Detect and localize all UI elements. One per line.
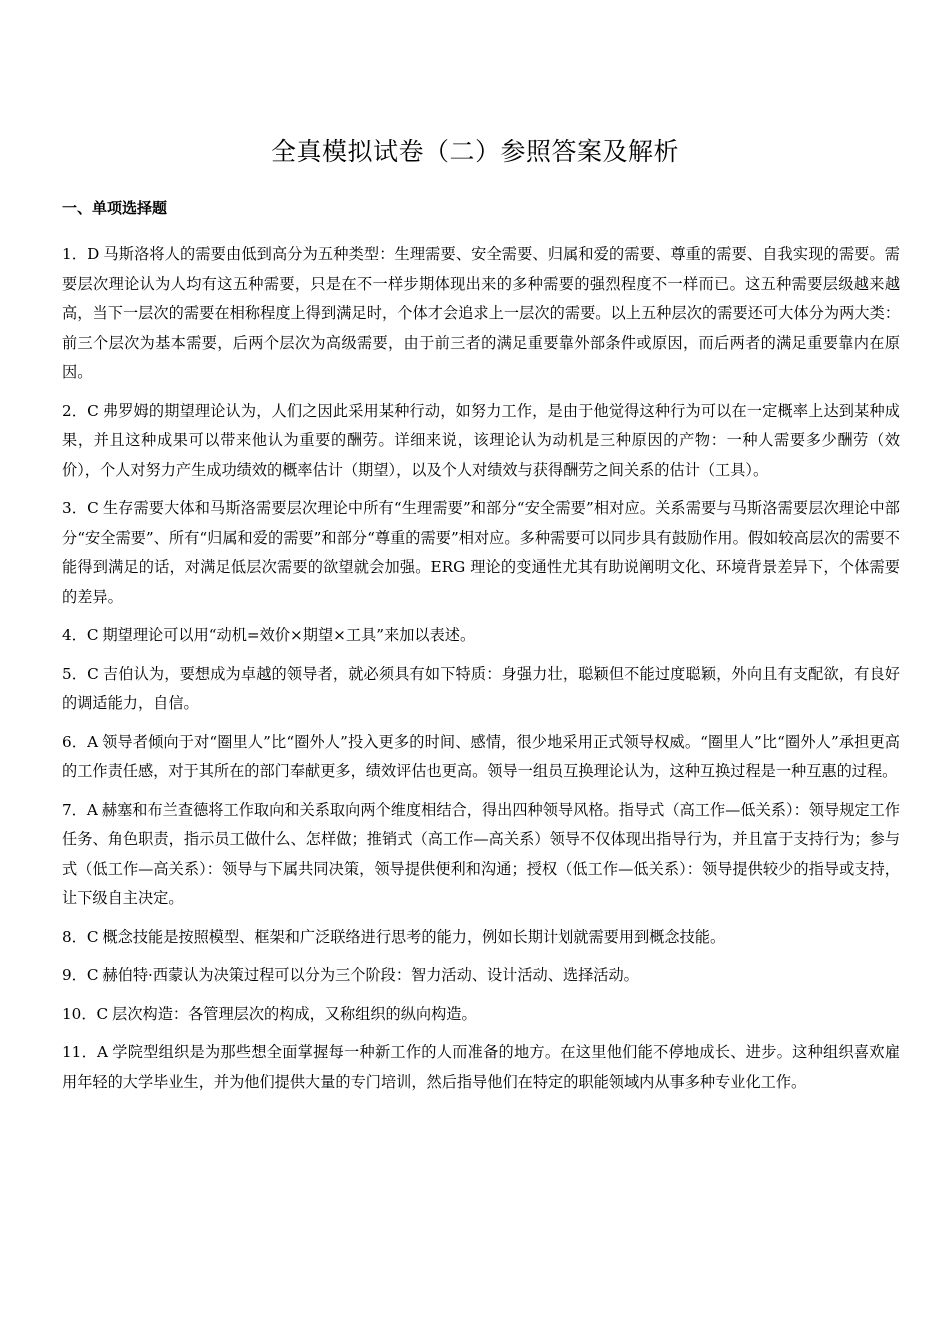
answer-item [62,961,900,991]
answer-item [62,621,900,651]
answer-number: 9．C [62,966,99,984]
answer-text: 弗罗姆的期望理论认为，人们之因此采用某种行动，如努力工作，是由于他觉得这种行为可以在一定概率上达到某种成果，并且这种成果可以带来他认为重要的酬劳。详细来说，该理论认为动机是三种原因的产物：一种人需要多少酬劳（效价），个人对努力产生成功绩效的概率估计（期望），以及个人对绩效与获得酬劳之间关系的估计（工具）。 [62,401,900,479]
answer-item [62,240,900,388]
answer-text: 概念技能是按照模型、框架和广泛联络进行思考的能力，例如长期计划就需要用到概念技能。 [102,927,726,946]
answer-item [62,397,900,486]
answer-text: 学院型组织是为那些想全面掌握每一种新工作的人而准备的地方。在这里他们能不停地成长、进步。这种组织喜欢雇用年轻的大学毕业生，并为他们提供大量的专门培训，然后指导他们在特定的职能领域内从事多种专业化工作。 [62,1043,901,1091]
answer-list [62,240,900,1106]
answer-text: 领导者倾向于对“圈里人”比“圈外人”投入更多的时间、感情，很少地采用正式领导权威。“圈里人”比“圈外人”承担更高的工作责任感，对于其所在的部门奉献更多，绩效评估也更高。领导一组员互换理论认为，这种互换过程是一种互惠的过程。 [62,732,900,780]
answer-number: 5．C [62,664,99,683]
answer-number: 2．C [62,401,99,420]
answer-text: 马斯洛将人的需要由低到高分为五种类型：生理需要、安全需要、归属和爱的需要、尊重的需要、自我实现的需要。需要层次理论认为人均有这五种需要，只是在不一样步期体现出来的多种需要的强烈程度不一样而已。这五种需要层级越来越高，当下一层次的需要在相称程度上得到满足时，个体才会追求上一层次的需要。以上五种层次的需要还可大体分为两大类：前三个层次为基本需要，后两个层次为高级需要，由于前三者的满足重要靠外部条件或原因，而后两者的满足重要靠内在原因。 [62,245,900,381]
answer-text: 吉伯认为，要想成为卓越的领导者，就必须具有如下特质：身强力壮，聪颖但不能过度聪颖，外向且有支配欲，有良好的调适能力，自信。 [62,664,900,712]
answer-number: 6．A [62,732,99,751]
answer-item [62,494,900,612]
answer-text: 赫伯特·西蒙认为决策过程可以分为三个阶段：智力活动、设计活动、选择活动。 [102,966,639,984]
answer-number: 11．A [62,1043,109,1061]
answer-item [62,728,900,787]
answer-number: 10．C [62,1004,109,1023]
answer-text: 生存需要大体和马斯洛需要层次理论中所有“生理需要”和部分“安全需要”相对应。关系需要与马斯洛需要层次理论中部分“安全需要”、所有“归属和爱的需要”和部分“尊重的需要”相对应。多种需要可以同步具有鼓励作用。假如较高层次的需要不能得到满足的话，对满足低层次需要的欲望就会加强。ERG 理论的变通性尤其有助说阐明文化、环境背景差异下，个体需要的差异。 [62,499,900,606]
answer-item [62,923,900,953]
answer-item [62,796,900,914]
answer-number: 1．D [62,245,100,263]
answer-text: 层次构造：各管理层次的构成，又称组织的纵向构造。 [112,1004,477,1023]
answer-number: 7．A [62,800,98,819]
section-heading: 一、单项选择题 [62,199,168,217]
answer-text: 赫塞和布兰查德将工作取向和关系取向两个维度相结合，得出四种领导风格。指导式（高工作—低关系）：领导规定工作任务、角色职责，指示员工做什么、怎样做；推销式（高工作—高关系）领导不仅体现出指导行为，并且富于支持行为；参与式（低工作—高关系）：领导与下属共同决策，领导提供便利和沟通；授权（低工作—低关系）：领导提供较少的指导或支持，让下级自主决定。 [62,800,900,907]
answer-number: 4．C [62,626,99,644]
answer-item [62,660,900,719]
answer-number: 3．C [62,499,99,517]
document-title: 全真模拟试卷（二）参照答案及解析 [270,137,679,166]
answer-item [62,1000,900,1030]
answer-text: 期望理论可以用“动机=效价×期望×工具”来加以表述。 [102,626,476,644]
answer-item [62,1038,900,1097]
answer-number: 8．C [62,927,99,946]
